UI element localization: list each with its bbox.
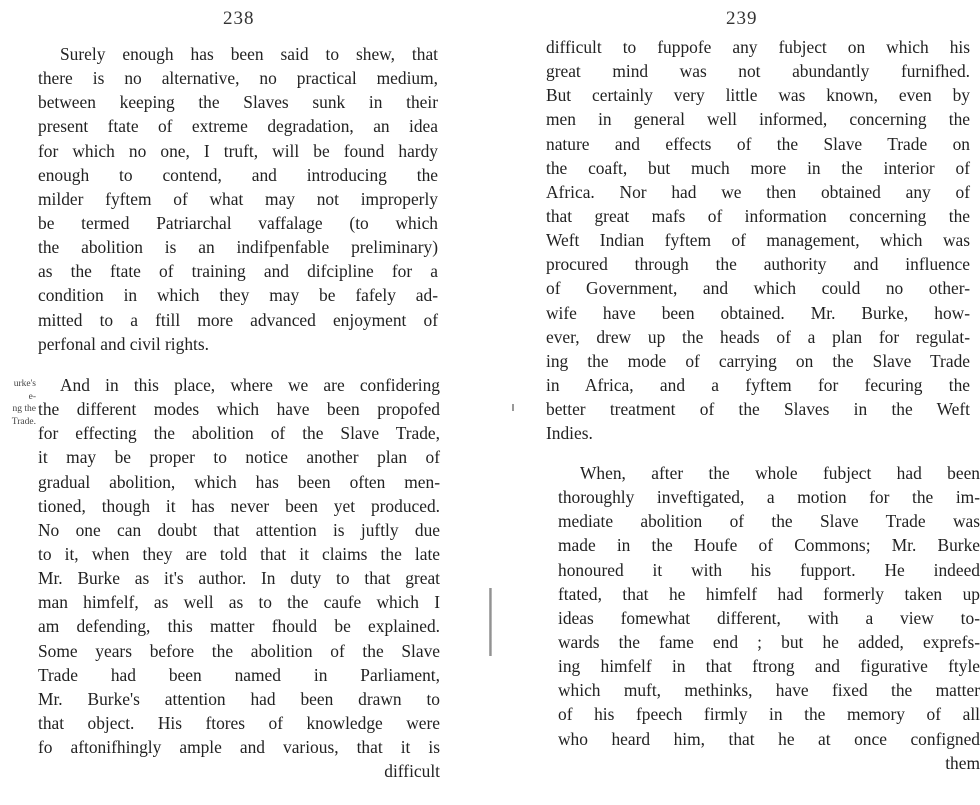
margin-note — [0, 378, 36, 428]
right-paragraph-1 — [546, 35, 970, 445]
text-line: enough to contend, and introducing the — [38, 164, 438, 185]
text-line: the different modes which have been propofed — [38, 399, 440, 420]
text-line: Weft Indian fyftem of management, which was — [546, 230, 970, 251]
text-line: Some years before the abolition of the Slave — [38, 640, 440, 661]
text-line: Trade had been named in Parliament, — [38, 664, 440, 685]
text-line: And in this place, where we are confidering — [60, 375, 440, 395]
text-line: mediate abolition of the Slave Trade was — [558, 511, 980, 532]
text-line: thoroughly inveftigated, a motion for the im- — [558, 487, 980, 508]
text-line: man himfelf, as well as to the caufe which I — [38, 592, 440, 613]
right-paragraph-2 — [558, 461, 980, 775]
text-line: difficult to fuppofe any fubject on which his — [546, 37, 970, 57]
text-line: gradual abolition, which has been often men- — [38, 471, 440, 492]
text-line: of his fpeech firmly in the memory of all — [558, 704, 980, 725]
text-line: the abolition is an indifpenfable preliminary) — [38, 237, 438, 258]
text-line: made in the Houfe of Commons; Mr. Burke — [558, 535, 980, 556]
left-paragraph-2 — [38, 373, 440, 783]
text-line: better treatment of the Slaves in the Weft — [546, 399, 970, 420]
text-line: condition in which they may be fafely ad- — [38, 285, 438, 306]
ink-speck — [512, 404, 514, 411]
text-line: it may be proper to notice another plan of — [38, 447, 440, 468]
text-line: No one can doubt that attention is juftly due — [38, 519, 440, 540]
margin-note-line: Trade. — [11, 416, 36, 427]
text-line: between keeping the Slaves sunk in their — [38, 92, 438, 113]
text-line: fo aftonifhingly ample and various, that it is — [38, 737, 440, 758]
text-line: ing the mode of carrying on the Slave Trade — [546, 350, 970, 371]
text-line: ftated, that he himfelf had formerly taken up — [558, 583, 980, 604]
text-line: which muft, methinks, have fixed the matter — [558, 680, 980, 701]
text-line: wife have been obtained. Mr. Burke, how- — [546, 302, 970, 323]
text-line: of Government, and which could no other- — [546, 278, 970, 299]
text-line: wards the fame end ; but he added, exprefs- — [558, 631, 980, 652]
text-line: men in general well informed, concerning the — [546, 109, 970, 130]
page-crease — [489, 588, 492, 656]
text-line: to it, when they are told that it claims the late — [38, 543, 440, 564]
left-paragraph-1 — [38, 42, 438, 356]
text-line: Mr. Burke's attention had been drawn to — [38, 688, 440, 709]
text-line: be termed Patriarchal vaffalage (to which — [38, 212, 438, 233]
margin-note-line: urke's — [13, 379, 36, 389]
text-line: When, after the whole fubject had been — [580, 463, 980, 483]
catchword: them — [945, 752, 980, 773]
page-number-left: 238 — [223, 8, 255, 29]
right-page — [520, 0, 980, 805]
text-line: milder fyftem of what may not improperly — [38, 188, 438, 209]
text-line: that great mafs of information concerning the — [546, 205, 970, 226]
text-line: tioned, though it has never been yet produced. — [38, 495, 440, 516]
text-line: there is no alternative, no practical medium, — [38, 68, 438, 89]
text-line: But certainly very little was known, even by — [546, 85, 970, 106]
text-line: mitted to a ftill more advanced enjoyment of — [38, 309, 438, 330]
text-line: Africa. Nor had we then obtained any of — [546, 181, 970, 202]
text-line: for which no one, I truft, will be found hardy — [38, 140, 438, 161]
text-line: Surely enough has been said to shew, that — [60, 44, 438, 64]
text-line: nature and effects of the Slave Trade on — [546, 133, 970, 154]
text-line: ideas fomewhat different, with a view to- — [558, 607, 980, 628]
text-line: ing himfelf in that ftrong and figurative ftyle — [558, 656, 980, 677]
text-line: Mr. Burke as it's author. In duty to that great — [38, 568, 440, 589]
text-line: procured through the authority and influence — [546, 254, 970, 275]
text-line: that object. His ftores of knowledge were — [38, 712, 440, 733]
text-line: the coaft, but much more in the interior of — [546, 157, 970, 178]
text-line: honoured it with his fupport. He indeed — [558, 559, 980, 580]
text-line: ever, drew up the heads of a plan for regulat- — [546, 326, 970, 347]
text-line: Indies. — [546, 423, 593, 444]
page-number-right: 239 — [726, 8, 758, 29]
margin-note-line: ng the — [12, 404, 36, 414]
text-line: perfonal and civil rights. — [38, 333, 209, 354]
text-line: who heard him, that he at once configned — [558, 728, 980, 749]
text-line: in Africa, and a fyftem for fecuring the — [546, 374, 970, 395]
text-line: for effecting the abolition of the Slave Trade, — [38, 423, 440, 444]
text-line: as the ftate of training and difcipline for a — [38, 261, 438, 282]
catchword: difficult — [384, 761, 440, 782]
margin-note-line: e- — [28, 391, 36, 402]
text-line: present ftate of extreme degradation, an idea — [38, 116, 438, 137]
text-line: great mind was not abundantly furnifhed. — [546, 61, 970, 82]
left-page — [0, 0, 470, 805]
text-line: am defending, this matter fhould be explained. — [38, 616, 440, 637]
